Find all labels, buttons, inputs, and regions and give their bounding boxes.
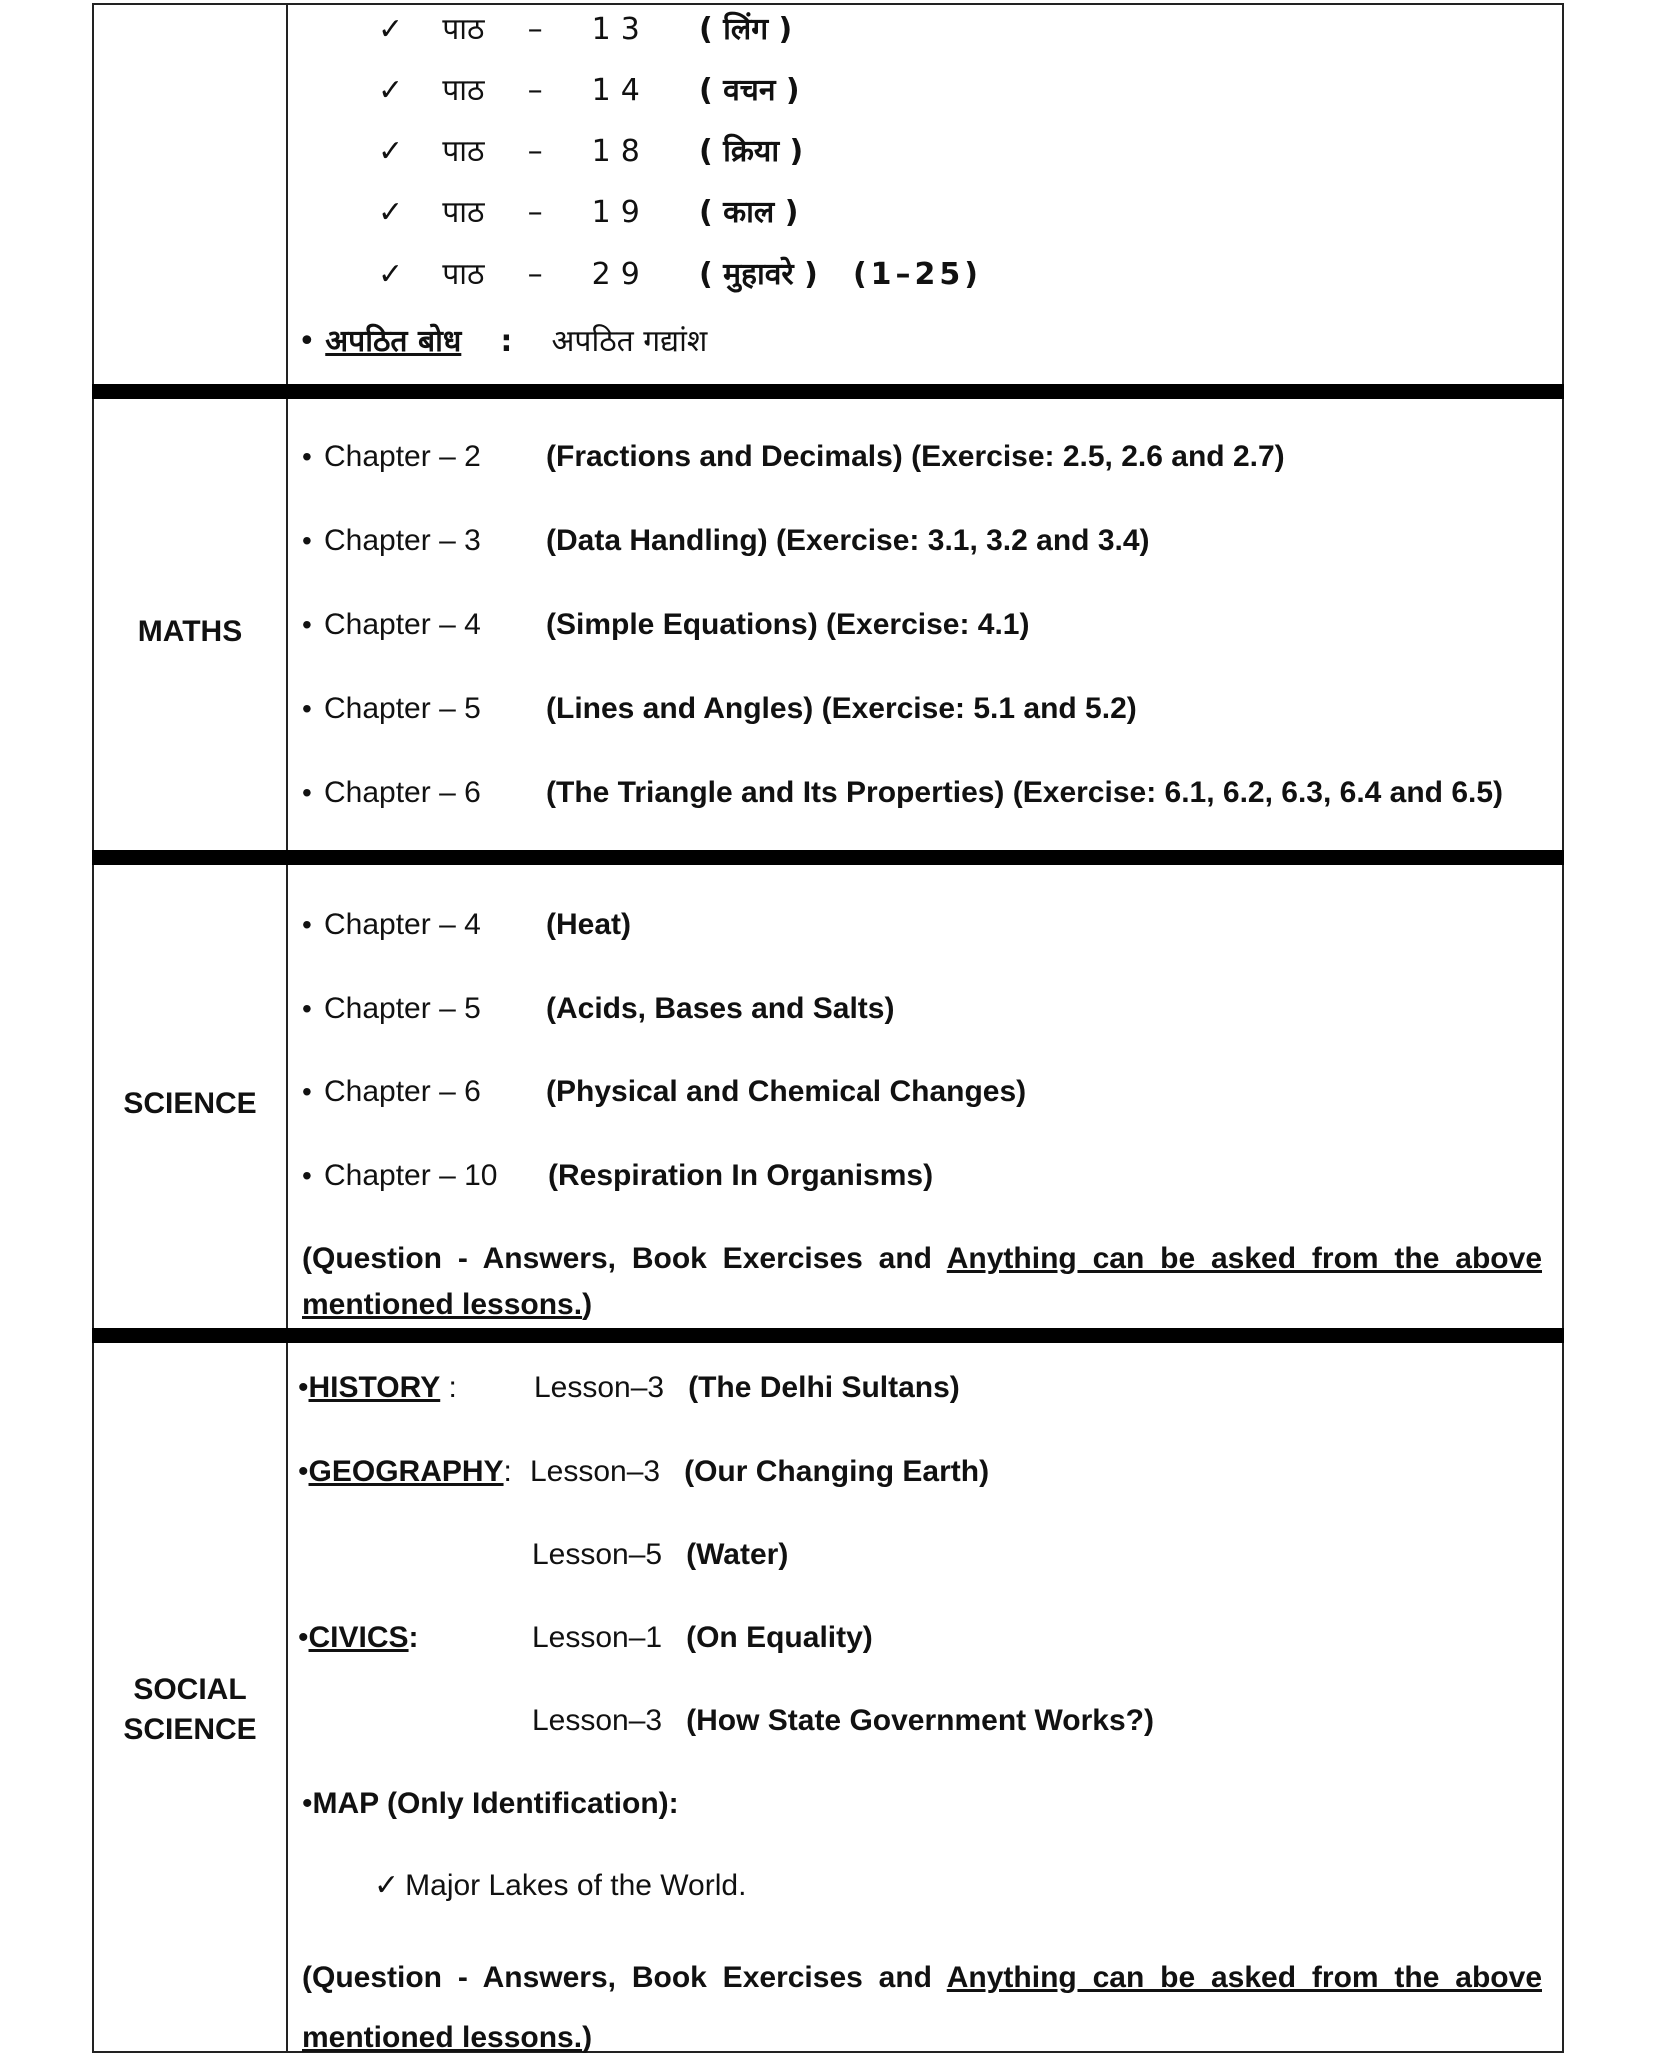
subject-maths: MATHS	[137, 615, 243, 648]
hindi-lesson-row: ✓ पाठ – 19 ( काल )	[378, 195, 799, 230]
hindi-lesson-row: ✓ पाठ – 29 ( मुहावरे ) (1–25)	[378, 257, 982, 292]
bullet-icon: •	[298, 1455, 309, 1488]
check-icon: ✓	[378, 134, 404, 169]
bullet-icon: •	[302, 993, 312, 1024]
bullet-icon: •	[302, 1787, 313, 1820]
row-separator-maths-science	[92, 850, 1564, 865]
maths-chapter-row: • Chapter – 5 (Lines and Angles) (Exercise: 5.1 and 5.2)	[302, 689, 1137, 729]
bullet-icon: •	[298, 324, 316, 359]
maths-chapter-row: • Chapter – 6 (The Triangle and Its Properties) (Exercise: 6.1, 6.2, 6.3, 6.4 and 6.5)	[302, 773, 1503, 813]
maths-chapter-row: • Chapter – 2 (Fractions and Decimals) (Exercise: 2.5, 2.6 and 2.7)	[302, 437, 1285, 477]
bullet-icon: •	[302, 525, 312, 556]
check-icon: ✓	[378, 12, 404, 47]
social-science-note: (Question - Answers, Book Exercises and Anything can be asked from the above mentioned lessons.)	[302, 1961, 1542, 2054]
check-icon: ✓	[378, 195, 404, 230]
geography-lesson-row: Lesson–3 (Our Changing Earth)	[530, 1455, 990, 1488]
bullet-icon: •	[302, 693, 312, 724]
column-divider	[286, 3, 288, 2053]
row-separator-hindi-maths	[92, 384, 1564, 399]
hindi-lesson-row: ✓ पाठ – 14 ( वचन )	[378, 73, 800, 108]
subject-social-science: SOCIAL SCIENCE	[123, 1673, 257, 1746]
bullet-icon: •	[298, 1621, 309, 1654]
row-separator-science-social	[92, 1328, 1564, 1343]
science-chapter-row: • Chapter – 6 (Physical and Chemical Changes)	[302, 1072, 1026, 1112]
bullet-icon: •	[298, 1371, 309, 1404]
maths-chapter-row: • Chapter – 4 (Simple Equations) (Exercise: 4.1)	[302, 605, 1029, 645]
map-item-row: ✓ Major Lakes of the World.	[374, 1869, 747, 1902]
science-chapter-row: • Chapter – 10 (Respiration In Organisms)	[302, 1156, 933, 1196]
bullet-icon: •	[302, 909, 312, 940]
bullet-icon: •	[302, 1076, 312, 1107]
science-chapter-row: • Chapter – 5 (Acids, Bases and Salts)	[302, 989, 894, 1029]
bullet-icon: •	[302, 441, 312, 472]
civics-lesson-row: Lesson–3 (How State Government Works?)	[532, 1704, 1154, 1737]
hindi-lesson-row: ✓ पाठ – 13 ( लिंग )	[378, 12, 793, 47]
apathit-bodh-row: • अपठित बोध : अपठित गद्यांश	[298, 324, 708, 359]
apathit-bodh-label: अपठित बोध	[325, 324, 462, 359]
civics-label-row: •CIVICS:	[298, 1621, 419, 1654]
geography-label-row: •GEOGRAPHY:	[298, 1455, 512, 1488]
bullet-icon: •	[302, 1160, 312, 1191]
science-note: (Question - Answers, Book Exercises and Anything can be asked from the above mentioned lessons.)	[302, 1242, 1542, 1321]
civics-lesson-row: Lesson–1 (On Equality)	[532, 1621, 873, 1654]
bullet-icon: •	[302, 609, 312, 640]
check-icon: ✓	[374, 1869, 400, 1902]
check-icon: ✓	[378, 257, 404, 292]
geography-lesson-row: Lesson–5 (Water)	[532, 1538, 789, 1571]
science-chapter-row: • Chapter – 4 (Heat)	[302, 905, 631, 945]
bullet-icon: •	[302, 777, 312, 808]
maths-chapter-row: • Chapter – 3 (Data Handling) (Exercise: 3.1, 3.2 and 3.4)	[302, 521, 1150, 561]
hindi-lesson-row: ✓ पाठ – 18 ( क्रिया )	[378, 134, 804, 169]
history-lesson-row: Lesson–3 (The Delhi Sultans)	[534, 1371, 960, 1404]
subject-science: SCIENCE	[123, 1087, 257, 1120]
map-label-row: •MAP (Only Identification):	[302, 1787, 679, 1820]
check-icon: ✓	[378, 73, 404, 108]
history-label-row: •HISTORY :	[298, 1371, 457, 1404]
